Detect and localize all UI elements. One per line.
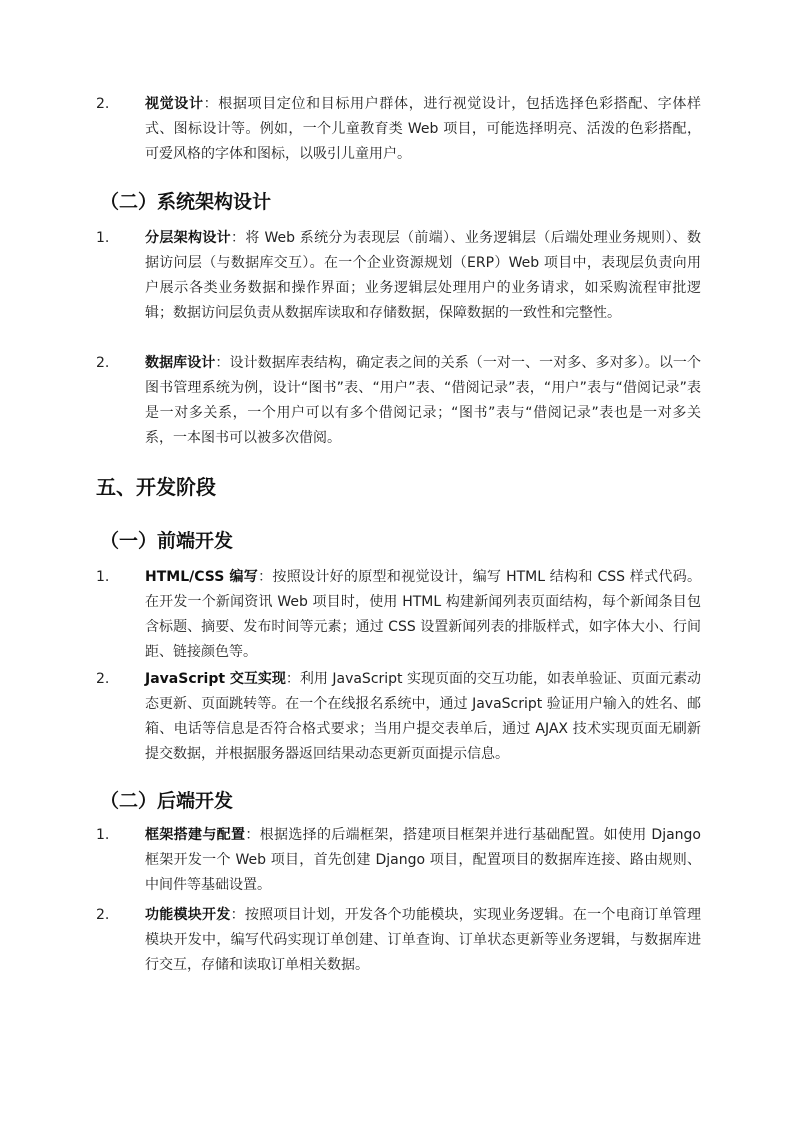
item-text: ：按照设计好的原型和视觉设计，编写 HTML 结构和 CSS 样式代码。在开发一个新闻资讯 Web 项目时，使用 HTML 构建新闻列表页面结构，每个新闻条目包含标题、摘要、发布时间等元素；通过 CSS 设置新闻列表的排版样式，如字体大小、行间距、链接颜色等。: [145, 569, 701, 660]
list-number: 2.: [96, 355, 110, 371]
item-text: ：设计数据库表结构，确定表之间的关系（一对一、一对多、多对多）。以一个图书管理系统为例，设计“图书”表、“用户”表、“借阅记录”表，“用户”表与“借阅记录”表是一对多关系，一个用户可以有多个借阅记录；“图书”表与“借阅记录”表也是一对多关系，一本图书可以被多次借阅。: [145, 355, 702, 446]
item-text: ：将 Web 系统分为表现层（前端）、业务逻辑层（后端处理业务规则）、数据访问层（与数据库交互）。在一个企业资源规划（ERP）Web 项目中，表现层负责向用户展示各类业务数据和操作界面；业务逻辑层处理用户的业务请求，如采购流程审批逻辑；数据访问层负责从数据库读取和存储数据，保障数据的一致性和完整性。: [145, 230, 702, 321]
item-text: ：根据项目定位和目标用户群体，进行视觉设计，包括选择色彩搭配、字体样式、图标设计等。例如，一个儿童教育类 Web 项目，可能选择明亮、活泼的色彩搭配，可爱风格的字体和图标，以吸引儿童用户。: [145, 96, 702, 162]
list-item-body: [145, 565, 701, 665]
subheading-backend: （二）后端开发: [100, 790, 234, 812]
subheading-frontend: （一）前端开发: [100, 530, 234, 552]
list-item-body: [145, 351, 701, 451]
list-item-body: [145, 903, 701, 978]
item-text: ：按照项目计划，开发各个功能模块，实现业务逻辑。在一个电商订单管理模块开发中，编写代码实现订单创建、订单查询、订单状态更新等业务逻辑，与数据库进行交互，存储和读取订单相关数据。: [145, 907, 702, 973]
list-item-body: [145, 226, 701, 326]
section-heading-development: 五、开发阶段: [96, 475, 216, 499]
list-number: 2.: [96, 907, 110, 923]
list-number: 1.: [96, 569, 110, 585]
list-number: 2.: [96, 96, 110, 112]
term-label: 功能模块开发: [145, 907, 231, 923]
list-number: 2.: [96, 671, 110, 687]
list-item-body: [145, 823, 701, 898]
term-label: 框架搭建与配置: [145, 827, 246, 843]
term-label: 分层架构设计: [145, 230, 231, 246]
item-text: ：利用 JavaScript 实现页面的交互功能，如表单验证、页面元素动态更新、页面跳转等。在一个在线报名系统中，通过 JavaScript 验证用户输入的姓名、邮箱、电话等信息是否符合格式要求；当用户提交表单后，通过 AJAX 技术实现页面无刷新提交数据，并根据服务器返回结果动态更新页面提示信息。: [145, 671, 701, 762]
list-number: 1.: [96, 827, 110, 843]
term-label: JavaScript 交互实现: [145, 671, 286, 687]
list-item-body: [145, 92, 701, 167]
term-label: 视觉设计: [145, 96, 204, 112]
term-label: HTML/CSS 编写: [145, 569, 259, 585]
item-text: ：根据选择的后端框架，搭建项目框架并进行基础配置。如使用 Django 框架开发一个 Web 项目，首先创建 Django 项目，配置项目的数据库连接、路由规则、中间件等基础设置。: [145, 827, 701, 893]
list-number: 1.: [96, 230, 110, 246]
list-item-body: [145, 667, 701, 767]
term-label: 数据库设计: [145, 355, 216, 371]
subheading-architecture: （二）系统架构设计: [100, 191, 272, 213]
